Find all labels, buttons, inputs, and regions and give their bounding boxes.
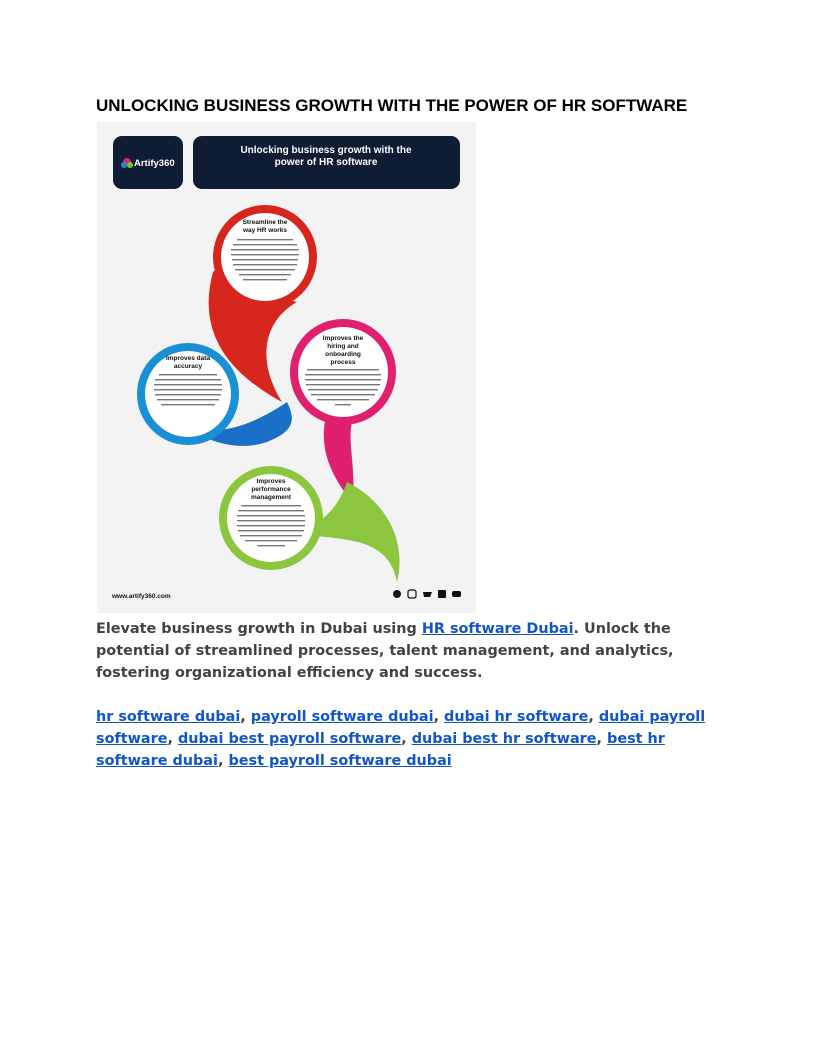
tag-link-hr-software-dubai[interactable]: hr software dubai	[96, 709, 241, 725]
banner-line-2: power of HR software	[274, 157, 378, 168]
page-title: UNLOCKING BUSINESS GROWTH WITH THE POWER OF HR SOFTWARE	[96, 96, 688, 115]
tag-link-payroll-software-dubai[interactable]: payroll software dubai	[250, 709, 434, 725]
facebook-icon	[393, 590, 401, 598]
performance-title-3: management	[250, 494, 292, 501]
tag-separator: ,	[433, 709, 445, 725]
tag-separator: ,	[588, 709, 599, 725]
streamline-title-1: Streamline the	[242, 219, 288, 226]
instagram-icon	[408, 590, 416, 598]
hiring-title-4: process	[330, 359, 356, 366]
performance-body-lines	[237, 505, 305, 546]
social-icons-row	[393, 590, 461, 598]
tag-link-dubai-best-payroll-software[interactable]: dubai best payroll software	[177, 731, 402, 747]
accuracy-title-1: Improves data	[165, 355, 211, 362]
accuracy-title-2: accuracy	[173, 363, 203, 370]
hiring-title-3: onboarding	[325, 351, 361, 358]
intro-paragraph	[96, 618, 706, 684]
streamline-body-lines	[231, 239, 299, 280]
infographic-image	[97, 122, 476, 613]
tag-link-best-payroll-software-dubai[interactable]: best payroll software dubai	[228, 753, 452, 769]
banner-line-1: Unlocking business growth with the	[240, 145, 412, 156]
tag-link-dubai-hr-software[interactable]: dubai hr software	[444, 709, 589, 725]
twitter-icon	[423, 592, 432, 597]
hr-software-dubai-link[interactable]: HR software Dubai	[421, 621, 574, 637]
intro-text-before: Elevate business growth in Dubai using	[96, 621, 422, 637]
hiring-title-1: Improves the	[322, 335, 364, 342]
streamline-title-2: way HR works	[242, 227, 288, 234]
tag-separator: ,	[401, 731, 412, 747]
performance-title-1: Improves	[256, 478, 286, 485]
logo-text: Artify360	[134, 158, 175, 169]
hiring-title-2: hiring and	[327, 343, 359, 350]
intro-text-after: . Unlock the potential of streamlined processes, talent management, and analytics, fostering organizational efficiency and success.	[96, 621, 674, 681]
tag-link-dubai-payroll-software[interactable]: dubai payroll software	[96, 709, 706, 747]
keyword-links	[96, 706, 706, 772]
tag-separator: ,	[167, 731, 178, 747]
tag-separator: ,	[240, 709, 251, 725]
linkedin-icon	[438, 590, 446, 598]
youtube-icon	[452, 591, 461, 597]
tag-separator: ,	[596, 731, 608, 747]
website-url: www.artify360.com	[112, 593, 171, 600]
performance-title-2: performance	[251, 486, 291, 493]
tag-link-dubai-best-hr-software[interactable]: dubai best hr software	[411, 731, 597, 747]
tag-link-best-hr-software-dubai[interactable]: best hr software dubai	[96, 731, 665, 769]
tag-separator: ,	[217, 753, 229, 769]
